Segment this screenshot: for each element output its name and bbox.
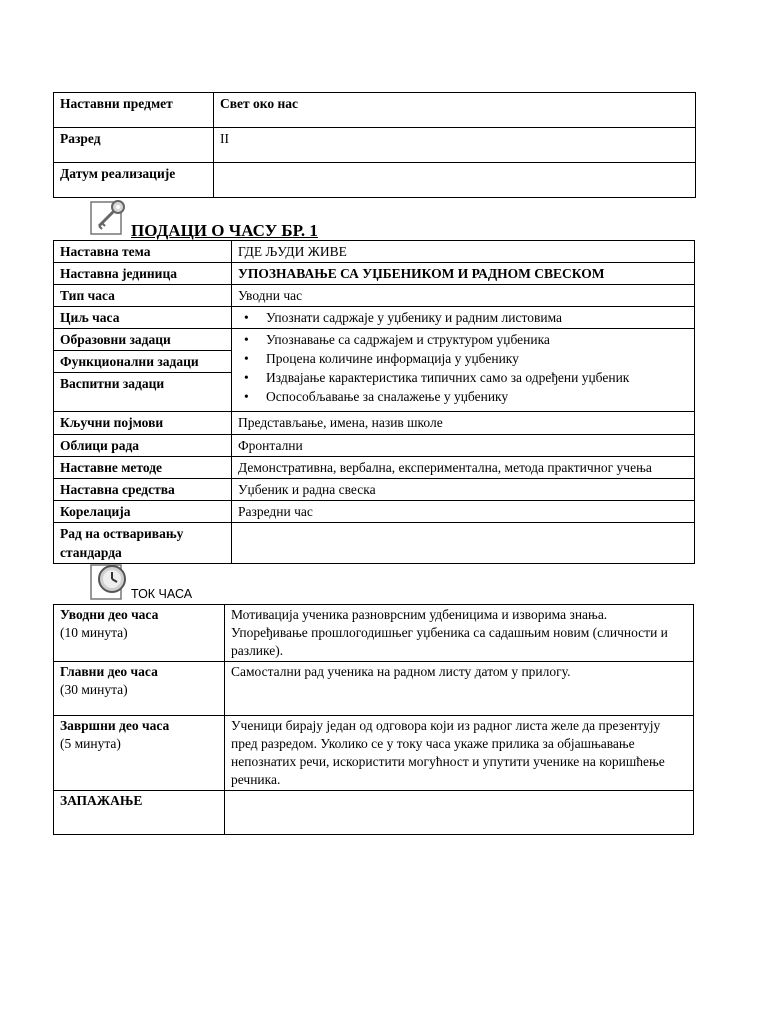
intro-label: Уводни део часа: [60, 607, 159, 622]
list-item: • Оспособљавање за сналажење у уџбенику: [238, 387, 688, 406]
clock-icon: [90, 563, 128, 601]
table-row: [54, 307, 695, 329]
table-row: [54, 263, 695, 285]
type-label: Тип часа: [54, 285, 232, 307]
lesson-data-table: [53, 240, 695, 564]
list-item: • Упознати садржаје у уџбенику и радним листовима: [238, 308, 688, 327]
main-time: (30 минута): [60, 682, 128, 697]
topic-label: Наставна тема: [54, 241, 232, 263]
intro-time: (10 минута): [60, 625, 128, 640]
table-row: [54, 435, 695, 457]
grade-value: II: [214, 128, 696, 163]
table-row: [54, 412, 695, 435]
section-title-lesson-flow: ТОК ЧАСА: [131, 587, 193, 601]
table-row: [54, 329, 695, 351]
tasks-value: [232, 329, 695, 412]
section-title-lesson-data: ПОДАЦИ О ЧАСУ БР. 1: [131, 221, 318, 240]
notes-value: [225, 791, 694, 835]
subject-value: Свет око нас: [214, 93, 696, 128]
methods-value: Демонстративна, вербална, експериментална, метода практичног учења: [232, 457, 695, 479]
list-item: • Упознавање са садржајем и структуром уџбеника: [238, 330, 688, 349]
goal-list: [238, 308, 688, 327]
keywords-value: Представљање, имена, назив школе: [232, 412, 695, 435]
main-text: Самостални рад ученика на радном листу датом у прилогу.: [225, 662, 694, 716]
func-tasks-label: Функционални задаци: [54, 351, 232, 373]
table-row: [54, 605, 694, 662]
table-row: [54, 523, 695, 564]
standards-value: [232, 523, 695, 564]
aids-value: Уџбеник и радна свеска: [232, 479, 695, 501]
date-row: [54, 163, 696, 198]
main-label: Главни део часа: [60, 664, 158, 679]
goal-value: [232, 307, 695, 329]
final-text: Ученици бирају један од одговора који из радног листа желе да презентују пред разредом. Уколико се у току часа укаже прилика за објашњавање непознатих речи, искористити могућност и упутити ученике на коришћење речника.: [225, 716, 694, 791]
grade-label: Разред: [54, 128, 214, 163]
topic-value: ГДЕ ЉУДИ ЖИВЕ: [232, 241, 695, 263]
methods-label: Наставне методе: [54, 457, 232, 479]
correlation-label: Корелација: [54, 501, 232, 523]
forms-label: Облици рада: [54, 435, 232, 457]
table-row: [54, 479, 695, 501]
subject-label: Наставни предмет: [54, 93, 214, 128]
final-cell: [54, 716, 225, 791]
list-item: • Издвајање карактеристика типичних само за одређени уџбеник: [238, 368, 688, 387]
main-cell: [54, 662, 225, 716]
keywords-label: Кључни појмови: [54, 412, 232, 435]
table-row: [54, 285, 695, 307]
unit-value: УПОЗНАВАЊЕ СА УЏБЕНИКОМ И РАДНОМ СВЕСКОМ: [232, 263, 695, 285]
table-row: [54, 241, 695, 263]
correlation-value: Разредни час: [232, 501, 695, 523]
tasks-list: [238, 330, 688, 406]
upb-tasks-label: Васпитни задаци: [54, 373, 232, 412]
edu-tasks-label: Образовни задаци: [54, 329, 232, 351]
table-row: [54, 791, 694, 835]
table-row: [54, 716, 694, 791]
goal-label: Циљ часа: [54, 307, 232, 329]
type-value: Уводни час: [232, 285, 695, 307]
final-time: (5 минута): [60, 736, 121, 751]
notes-label: ЗАПАЖАЊЕ: [54, 791, 225, 835]
header-table: [53, 92, 696, 198]
table-row: [54, 662, 694, 716]
table-row: [54, 457, 695, 479]
standards-label: Рад на остваривању стандарда: [54, 523, 232, 564]
table-row: [54, 501, 695, 523]
grade-row: [54, 128, 696, 163]
final-label: Завршни део часа: [60, 718, 170, 733]
lesson-flow-table: [53, 604, 694, 835]
intro-cell: [54, 605, 225, 662]
aids-label: Наставна средства: [54, 479, 232, 501]
list-item: • Процена количине информација у уџбенику: [238, 349, 688, 368]
subject-row: [54, 93, 696, 128]
date-label: Датум реализације: [54, 163, 214, 198]
intro-text: Мотивација ученика разноврсним удбеницима и изворима знања. Упоређивање прошлогодишњег уџбеника са садашњим новим (сличности и разлике).: [225, 605, 694, 662]
forms-value: Фронтални: [232, 435, 695, 457]
unit-label: Наставна јединица: [54, 263, 232, 285]
date-value: [214, 163, 696, 198]
key-icon: [90, 198, 128, 236]
